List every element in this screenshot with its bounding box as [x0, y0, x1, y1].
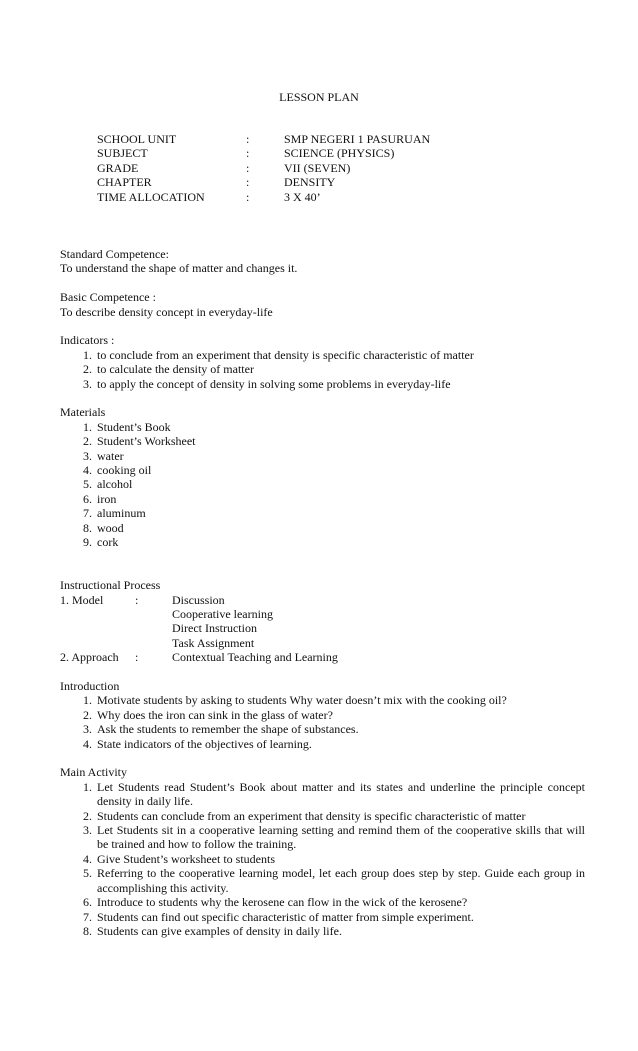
- header-key: GRADE: [97, 160, 139, 175]
- section-heading: Instructional Process: [60, 578, 161, 593]
- list-item: [60, 737, 585, 751]
- list-number: 1.: [83, 693, 92, 708]
- list-number: 7.: [83, 506, 92, 521]
- list-number: 2.: [83, 808, 92, 823]
- approach-label: 2. Approach: [60, 650, 119, 665]
- list-item: [60, 348, 585, 362]
- model-row: [60, 621, 585, 635]
- header-value: DENSITY: [284, 175, 336, 190]
- list-text: Let Students sit in a cooperative learning setting and remind them of the cooperative skills that will be trained and how to follow the training.: [97, 823, 585, 852]
- model-row: [60, 607, 585, 621]
- introduction-section: [60, 679, 585, 751]
- list-text: Motivate students by asking to students Why water doesn’t mix with the cooking oil?: [97, 693, 507, 708]
- header-key: SCHOOL UNIT: [97, 132, 177, 146]
- list-text: Give Student’s worksheet to students: [97, 851, 275, 866]
- header-key: CHAPTER: [97, 175, 152, 190]
- list-text: Students can conclude from an experiment that density is specific characteristic of matter: [97, 808, 526, 823]
- list-text: Referring to the cooperative learning model, let each group does step by step. Guide each group in accomplishing this activity.: [97, 866, 585, 895]
- list-text: Students can find out specific characteristic of matter from simple experiment.: [97, 909, 474, 924]
- list-number: 5.: [83, 477, 92, 492]
- list-number: 2.: [83, 362, 92, 377]
- list-item: [60, 693, 585, 707]
- section-heading: Introduction: [60, 679, 120, 694]
- model-colon: :: [135, 592, 139, 607]
- list-item: [60, 866, 585, 895]
- list-number: 4.: [83, 463, 92, 478]
- list-text: Why does the iron can sink in the glass of water?: [97, 707, 333, 722]
- list-text: Let Students read Student’s Book about matter and its states and underline the principle concept density in daily life.: [97, 779, 585, 809]
- section-heading: Main Activity: [60, 765, 127, 780]
- list-item: [60, 852, 585, 866]
- list-number: 1.: [83, 347, 92, 362]
- list-text: to calculate the density of matter: [97, 362, 254, 377]
- materials-list: [60, 420, 585, 550]
- main-activity-list: [60, 780, 585, 938]
- list-number: 6.: [83, 491, 92, 506]
- list-item: [60, 477, 585, 491]
- model-value: Direct Instruction: [172, 621, 257, 636]
- header-value: VII (SEVEN): [284, 160, 351, 175]
- list-number: 4.: [83, 736, 92, 751]
- header-value: SMP NEGERI 1 PASURUAN: [284, 132, 431, 146]
- model-value: Discussion: [172, 592, 225, 607]
- list-text: iron: [97, 491, 117, 506]
- list-text: Students can give examples of density in daily life.: [97, 923, 342, 938]
- header-key: SUBJECT: [97, 146, 148, 161]
- introduction-list: [60, 693, 585, 751]
- instructional-process-section: [60, 578, 585, 664]
- list-item: [60, 895, 585, 909]
- list-item: [60, 362, 585, 376]
- list-number: 3.: [83, 722, 92, 737]
- approach-colon: :: [135, 650, 139, 665]
- model-label: 1. Model: [60, 592, 104, 607]
- list-number: 4.: [83, 851, 92, 866]
- list-item: [60, 823, 585, 852]
- list-text: Student’s Worksheet: [97, 434, 196, 449]
- list-number: 7.: [83, 909, 92, 924]
- header-key: TIME ALLOCATION: [97, 189, 205, 204]
- standard-competence-section: [60, 247, 585, 276]
- section-heading: Standard Competence:: [60, 247, 169, 261]
- indicators-list: [60, 348, 585, 391]
- header-colon: :: [246, 175, 250, 190]
- model-row: [60, 636, 585, 650]
- list-number: 9.: [83, 535, 92, 550]
- list-number: 2.: [83, 707, 92, 722]
- list-item: [60, 910, 585, 924]
- list-text: to apply the concept of density in solving some problems in everyday-life: [97, 376, 451, 391]
- page-title: LESSON PLAN: [279, 90, 359, 104]
- header-colon: :: [246, 132, 250, 146]
- list-text: cork: [97, 535, 119, 550]
- list-item: [60, 708, 585, 722]
- list-text: Student’s Book: [97, 419, 171, 434]
- header-colon: :: [246, 146, 250, 161]
- list-item: [60, 809, 585, 823]
- list-item: [60, 521, 585, 535]
- list-number: 5.: [83, 866, 92, 881]
- list-item: [60, 722, 585, 736]
- materials-section: [60, 405, 585, 549]
- lesson-content: [60, 247, 585, 953]
- list-item: [60, 924, 585, 938]
- list-number: 3.: [83, 823, 92, 838]
- list-text: cooking oil: [97, 463, 152, 478]
- basic-competence-section: [60, 290, 585, 319]
- list-number: 2.: [83, 434, 92, 449]
- section-heading: Basic Competence :: [60, 290, 156, 305]
- list-number: 3.: [83, 448, 92, 463]
- list-text: Introduce to students why the kerosene can flow in the wick of the kerosene?: [97, 895, 468, 910]
- list-text: wood: [97, 520, 124, 535]
- section-heading: Materials: [60, 405, 106, 420]
- section-text: To describe density concept in everyday-life: [60, 304, 273, 319]
- main-activity-section: [60, 765, 585, 938]
- list-number: 8.: [83, 520, 92, 535]
- list-number: 1.: [83, 779, 92, 794]
- list-item: [60, 434, 585, 448]
- list-item: [60, 449, 585, 463]
- model-row: [60, 593, 585, 607]
- list-item: [60, 463, 585, 477]
- header-colon: :: [246, 189, 250, 204]
- indicators-section: [60, 333, 585, 391]
- list-number: 1.: [83, 419, 92, 434]
- list-item: [60, 377, 585, 391]
- section-text: To understand the shape of matter and changes it.: [60, 261, 298, 276]
- list-text: State indicators of the objectives of learning.: [97, 736, 312, 751]
- list-text: alcohol: [97, 477, 133, 492]
- list-text: Ask the students to remember the shape of substances.: [97, 722, 359, 737]
- header-value: SCIENCE (PHYSICS): [284, 146, 395, 161]
- header-colon: :: [246, 160, 250, 175]
- section-heading: Indicators :: [60, 333, 115, 348]
- model-value: Task Assignment: [172, 635, 255, 650]
- list-item: [60, 535, 585, 549]
- list-item: [60, 780, 585, 809]
- list-item: [60, 492, 585, 506]
- list-text: aluminum: [97, 506, 146, 521]
- approach-value: Contextual Teaching and Learning: [172, 650, 338, 665]
- list-item: [60, 506, 585, 520]
- list-number: 3.: [83, 376, 92, 391]
- header-value: 3 X 40’: [284, 189, 321, 204]
- model-value: Cooperative learning: [172, 607, 273, 622]
- list-text: water: [97, 448, 124, 463]
- approach-row: [60, 650, 585, 664]
- list-number: 6.: [83, 895, 92, 910]
- list-number: 8.: [83, 923, 92, 938]
- list-text: to conclude from an experiment that density is specific characteristic of matter: [97, 347, 474, 362]
- list-item: [60, 420, 585, 434]
